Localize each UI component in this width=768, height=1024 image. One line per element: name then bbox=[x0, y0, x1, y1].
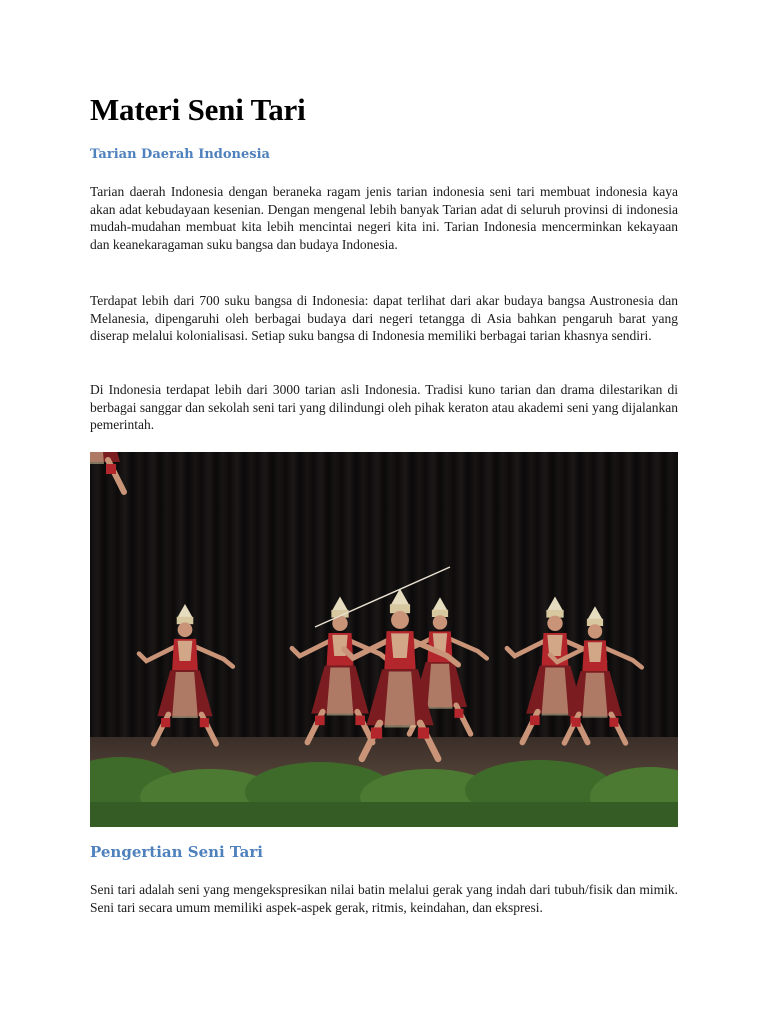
paragraph: Terdapat lebih dari 700 suku bangsa di Indonesia: dapat terlihat dari akar budaya bangsa Austronesia dan Melanesia, dipengaruhi oleh berbagai budaya dari negeri tetangga di Asia bahkan pengaruh barat yang diserap melalui kolonialisasi. Setiap suku bangsa di Indonesia memiliki berbagai tarian khasnya sendiri. bbox=[90, 293, 678, 343]
section-heading-pengertian: Pengertian Seni Tari bbox=[90, 843, 263, 861]
page-title: Materi Seni Tari bbox=[90, 92, 306, 127]
paragraph: Seni tari adalah seni yang mengekspresikan nilai batin melalui gerak yang indah dari tubuh/fisik dan mimik. Seni tari secara umum memiliki aspek-aspek gerak, ritmis, keindahan, dan ekspresi. bbox=[90, 882, 678, 915]
dance-photo bbox=[90, 452, 678, 827]
paragraph: Di Indonesia terdapat lebih dari 3000 tarian asli Indonesia. Tradisi kuno tarian dan drama dilestarikan di berbagai sanggar dan sekolah seni tari yang dilindungi oleh pihak keraton atau akademi seni yang dijalankan pemerintah. bbox=[90, 382, 678, 432]
dancers-illustration bbox=[90, 452, 678, 827]
paragraph: Tarian daerah Indonesia dengan beraneka ragam jenis tarian indonesia seni tari membuat indonesia kaya akan adat kebudayaan kesenian. Dengan mengenal lebih banyak Tarian adat di seluruh provinsi di indonesia mudah-mudahan membuat kita lebih mencintai negeri kita ini. Tarian Indonesia mencerminkan kekayaan dan keanekaragaman suku bangsa dan budaya Indonesia. bbox=[90, 184, 678, 252]
section-heading-tarian-daerah: Tarian Daerah Indonesia bbox=[90, 147, 270, 162]
